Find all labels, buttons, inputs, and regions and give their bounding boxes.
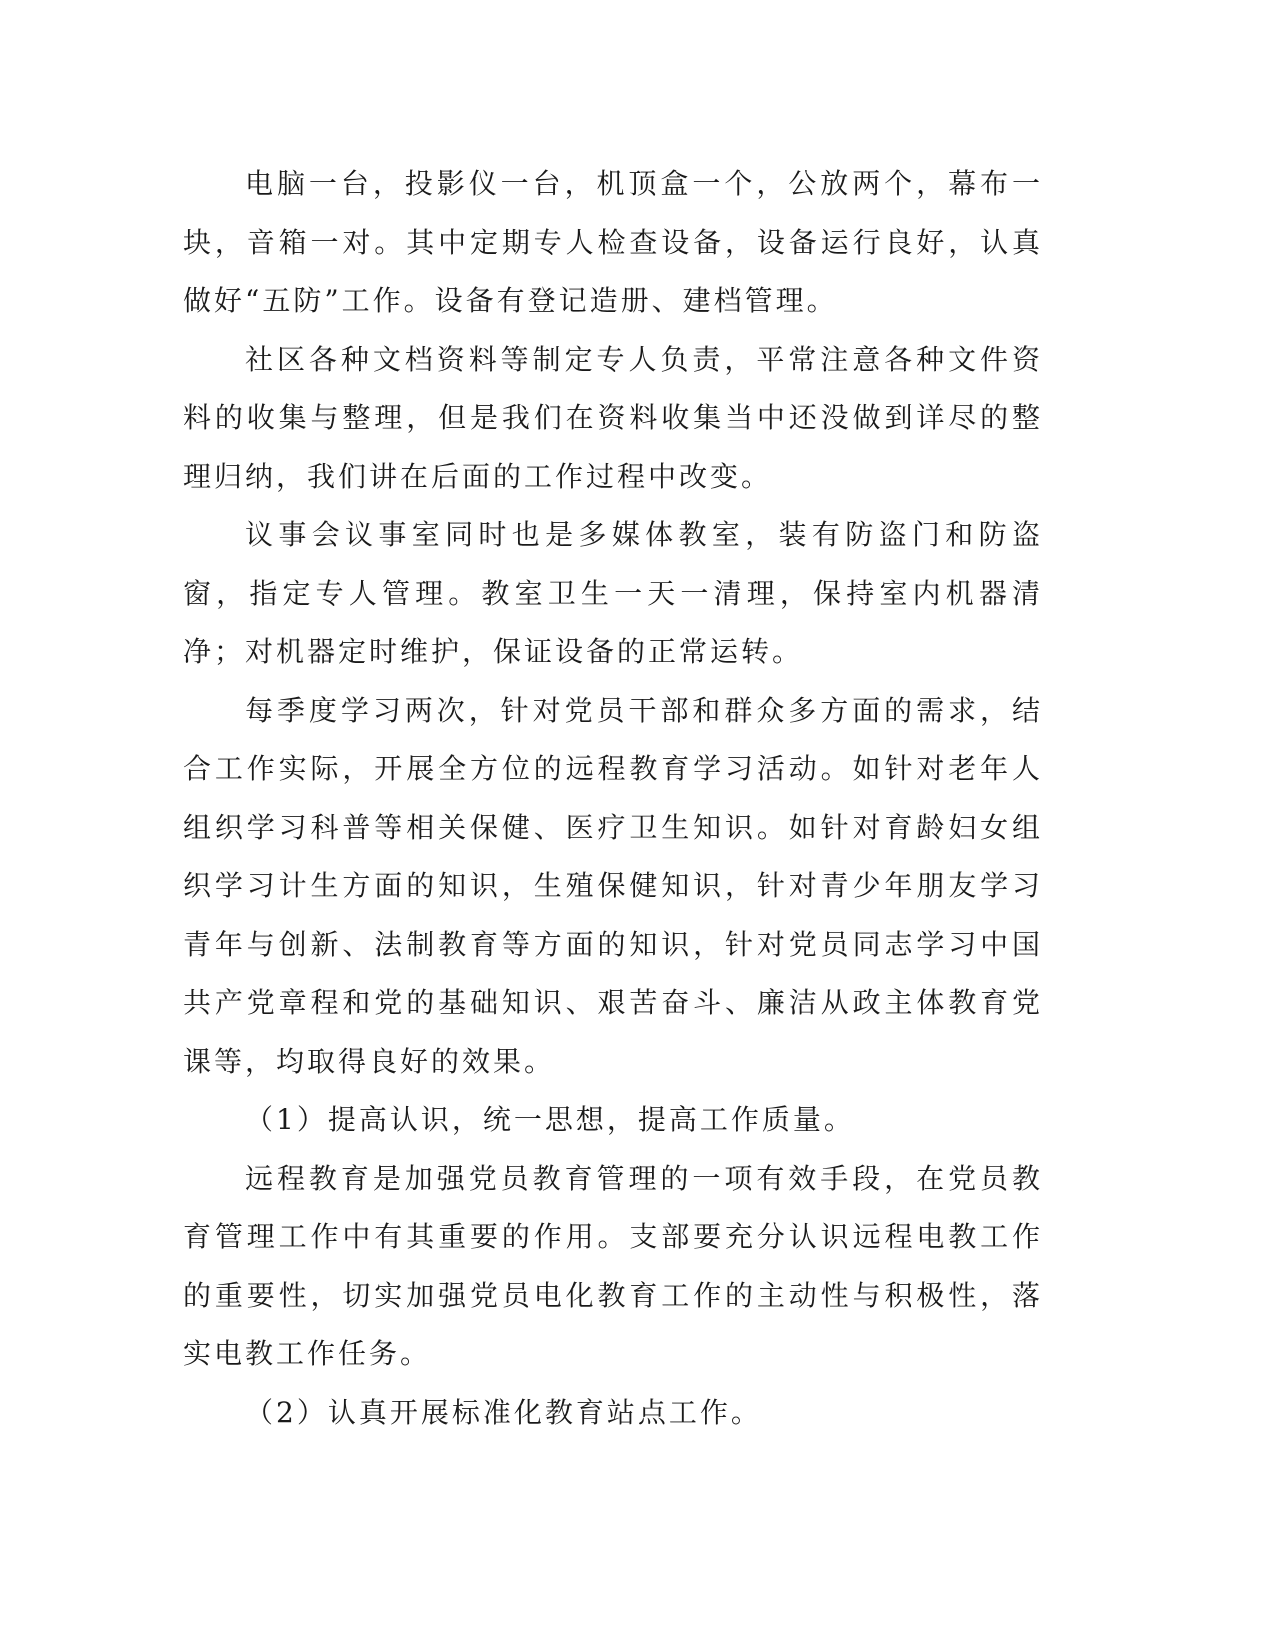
paragraph-study-activities: 每季度学习两次，针对党员干部和群众多方面的需求，结合工作实际，开展全方位的远程教育学习活动。如针对老年人组织学习科普等相关保健、医疗卫生知识。如针对育龄妇女组织学习计生方面的知识，生殖保健知识，针对青少年朋友学习青年与创新、法制教育等方面的知识，针对党员同志学习中国共产党章程和党的基础知识、艰苦奋斗、廉洁从政主体教育党课等，均取得良好的效果。 (183, 693, 1043, 1078)
section-heading-1: （1）提高认识，统一思想，提高工作质量。 (245, 1103, 855, 1136)
document-body (183, 155, 1043, 1442)
paragraph-equipment: 电脑一台，投影仪一台，机顶盒一个，公放两个，幕布一块，音箱一对。其中定期专人检查设备，设备运行良好，认真做好“五防”工作。设备有登记造册、建档管理。 (183, 167, 1043, 317)
paragraph-multimedia-room: 议事会议事室同时也是多媒体教室，装有防盗门和防盗窗，指定专人管理。教室卫生一天一清理，保持室内机器清净；对机器定时维护，保证设备的正常运转。 (183, 518, 1043, 668)
paragraph-archives: 社区各种文档资料等制定专人负责，平常注意各种文件资料的收集与整理，但是我们在资料收集当中还没做到详尽的整理归纳，我们讲在后面的工作过程中改变。 (183, 342, 1043, 493)
section-heading-2: （2）认真开展标准化教育站点工作。 (245, 1395, 762, 1429)
paragraph-remote-education: 远程教育是加强党员教育管理的一项有效手段，在党员教育管理工作中有其重要的作用。支部要充分认识远程电教工作的重要性，切实加强党员电化教育工作的主动性与积极性，落实电教工作任务。 (183, 1161, 1043, 1370)
